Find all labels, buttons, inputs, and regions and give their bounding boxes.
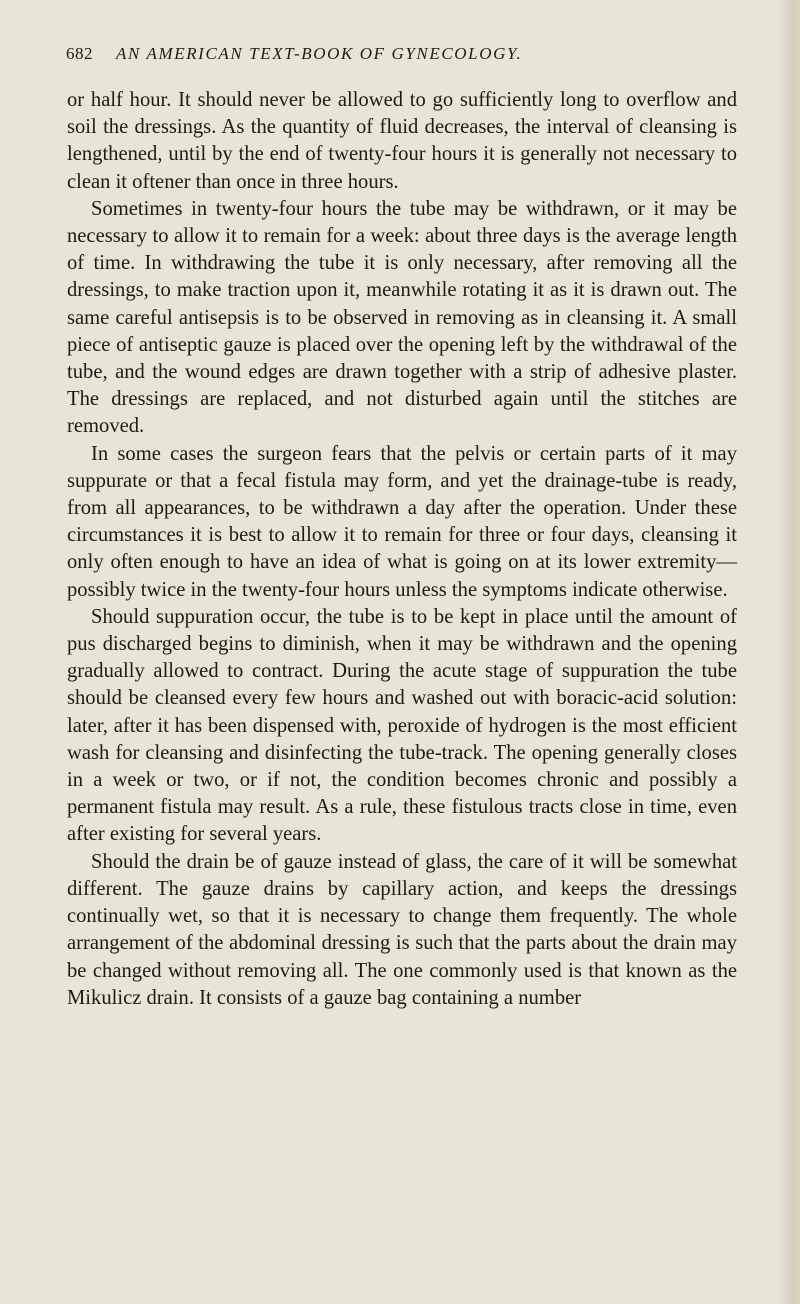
paragraph: Sometimes in twenty-four hours the tube may be withdrawn, or it may be necessary to allow it to remain for a week: about three days is the average length of time. In withdrawing the tube it is only necessary, after removing all the dressings, to make traction upon it, meanwhile rotating it as it is drawn out. The same careful antisepsis is to be observed in removing as in cleansing it. A small piece of antiseptic gauze is placed over the opening left by the withdrawal of the tube, and the wound edges are drawn together with a strip of adhesive plaster. The dressings are replaced, and not disturbed again until the stitches are removed.: [67, 197, 737, 438]
paragraph: Should suppuration occur, the tube is to be kept in place until the amount of pus discharged begins to diminish, when it may be withdrawn and the opening gradually allowed to contract. During the acute stage of suppuration the tube should be cleansed every few hours and washed out with boracic-acid solution: later, after it has been dispensed with, peroxide of hydrogen is the most efficient wash for cleansing and disinfecting the tube-track. The opening generally closes in a week or two, or if not, the condition becomes chronic and possibly a permanent fistula may result. As a rule, these fistulous tracts close in time, even after existing for several years.: [67, 605, 737, 846]
body-text: [67, 87, 737, 1012]
paragraph: Should the drain be of gauze instead of glass, the care of it will be somewhat different. The gauze drains by capillary action, and keeps the dressings continually wet, so that it is necessary to change them frequently. The whole arrangement of the abdominal dressing is such that the parts about the drain may be changed without removing all. The one commonly used is that known as the Mikulicz drain. It consists of a gauze bag containing a number: [67, 850, 737, 1009]
page-header: [66, 44, 736, 74]
paragraph: or half hour. It should never be allowed to go sufficiently long to overflow and soil the dressings. As the quantity of fluid decreases, the interval of cleansing is lengthened, until by the end of twenty-four hours it is generally not necessary to clean it oftener than once in three hours.: [67, 89, 737, 193]
paragraph: In some cases the surgeon fears that the pelvis or certain parts of it may suppurate or that a fecal fistula may form, and yet the drainage-tube is ready, from all appearances, to be withdrawn a day after the operation. Under these circumstances it is best to allow it to remain for three or four days, cleansing it only often enough to have an idea of what is going on at its lower extremity—possibly twice in the twenty-four hours unless the symptoms indicate otherwise.: [67, 442, 737, 601]
page-edge-shadow: [778, 0, 800, 1304]
page-number: 682: [66, 44, 93, 63]
running-title: AN AMERICAN TEXT-BOOK OF GYNECOLOGY.: [116, 44, 523, 63]
